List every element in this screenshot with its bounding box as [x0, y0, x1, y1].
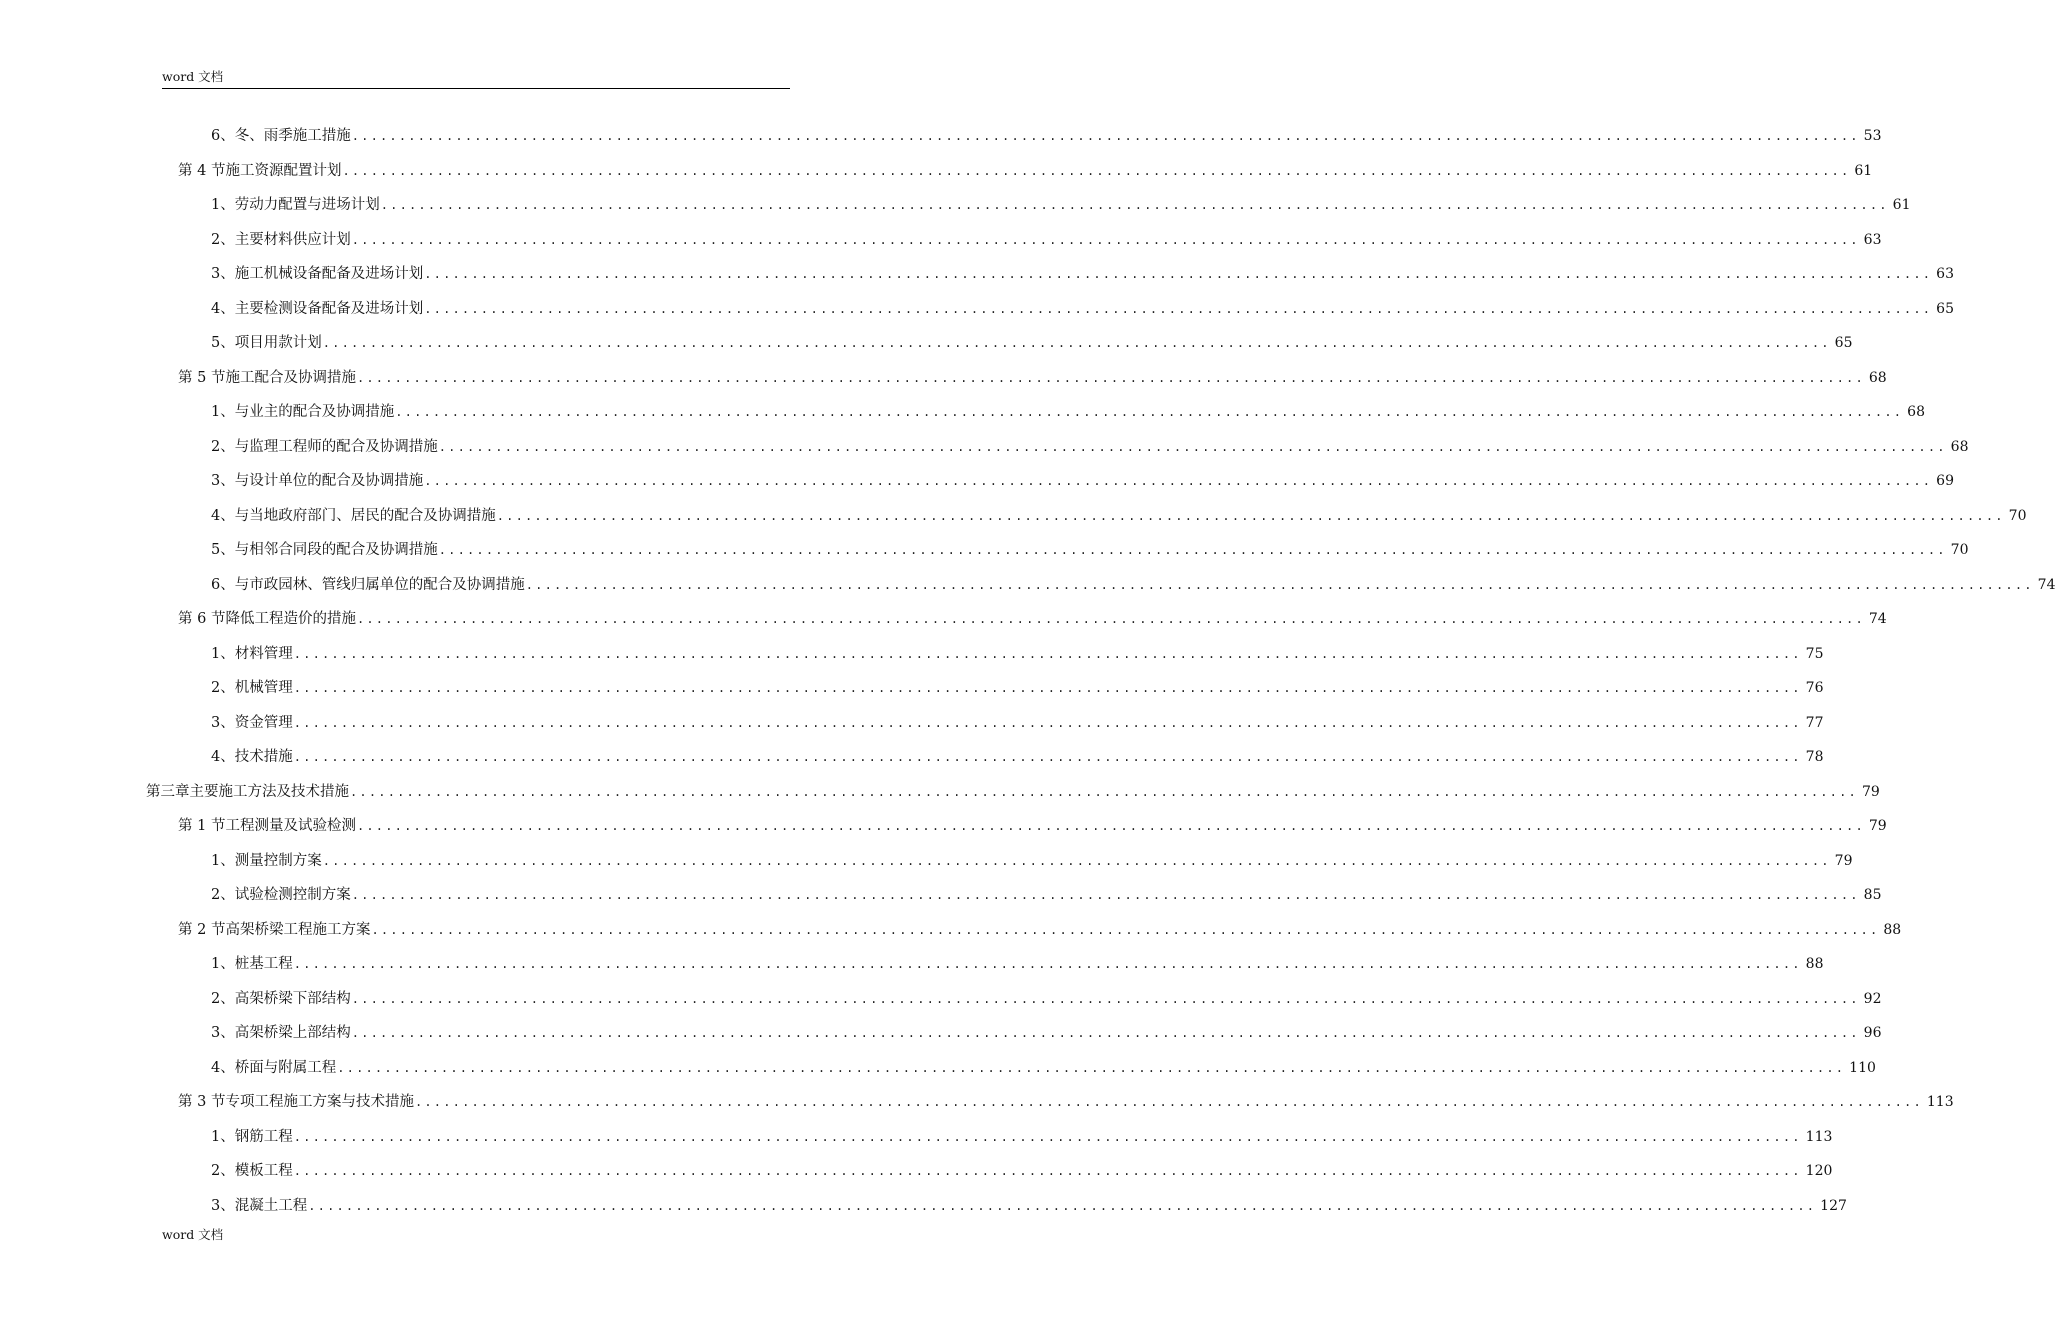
- toc-entry-title: 与监理工程师的配合及协调措施: [234, 438, 438, 455]
- toc-entry-title: 钢筋工程: [234, 1128, 293, 1145]
- toc-entry-page-number: 69: [1936, 473, 1954, 489]
- header-text: word 文档: [162, 69, 224, 84]
- toc-entry-page-number: 85: [1863, 887, 1882, 903]
- toc-entry[interactable]: [211, 569, 2056, 595]
- toc-dot-leader: ................................................................................................................................................................: [293, 681, 1802, 695]
- toc-entry-number: 5、: [211, 335, 235, 351]
- toc-entry-title: 施工配合及协调措施: [225, 369, 356, 386]
- toc-entry[interactable]: [211, 189, 1911, 215]
- toc-entry[interactable]: [211, 948, 1824, 974]
- toc-entry-title: 施工机械设备配备及进场计划: [234, 266, 424, 282]
- toc-dot-leader: ................................................................................................................................................................: [380, 198, 1889, 212]
- toc-entry-page-number: 79: [1834, 852, 1853, 869]
- toc-entry-title: 与业主的配合及协调措施: [234, 404, 395, 420]
- toc-dot-leader: ................................................................................................................................................................: [496, 508, 2005, 523]
- toc-dot-leader: ................................................................................................................................................................: [337, 1060, 1846, 1075]
- toc-entry[interactable]: [178, 362, 1887, 388]
- toc-entry-page-number: 113: [1926, 1094, 1954, 1110]
- toc-entry-number: 第 2 节: [178, 921, 226, 938]
- toc-entry-page-number: 53: [1863, 128, 1882, 144]
- toc-dot-leader: ................................................................................................................................................................: [351, 129, 1860, 143]
- toc-dot-leader: ................................................................................................................................................................: [293, 1129, 1802, 1144]
- toc-entry[interactable]: [211, 638, 1824, 664]
- toc-entry-page-number: 76: [1805, 680, 1824, 696]
- toc-entry-title: 项目用款计划: [234, 335, 322, 351]
- toc-entry[interactable]: [211, 845, 1853, 871]
- toc-dot-leader: ................................................................................................................................................................: [322, 336, 1831, 350]
- toc-dot-leader: ................................................................................................................................................................: [293, 646, 1802, 661]
- toc-entry[interactable]: [211, 1190, 1847, 1216]
- toc-entry-title: 主要施工方法及技术措施: [189, 783, 349, 800]
- toc-entry[interactable]: [211, 983, 1882, 1009]
- toc-entry-title: 专项工程施工方案与技术措施: [225, 1094, 414, 1110]
- toc-entry-title: 混凝土工程: [234, 1197, 308, 1214]
- toc-entry-number: 第 1 节: [178, 818, 226, 834]
- toc-entry-title: 施工资源配置计划: [225, 162, 342, 179]
- toc-dot-leader: ................................................................................................................................................................: [424, 267, 1933, 281]
- toc-entry[interactable]: [211, 534, 1969, 560]
- page-footer: [162, 1226, 223, 1244]
- toc-entry-title: 降低工程造价的措施: [225, 611, 356, 627]
- toc-entry-page-number: 68: [1950, 438, 1969, 455]
- toc-entry-number: 1、: [211, 852, 235, 869]
- toc-entry[interactable]: [211, 224, 1882, 250]
- toc-dot-leader: ................................................................................................................................................................: [342, 163, 1851, 178]
- toc-entry[interactable]: [178, 155, 1873, 181]
- toc-entry-number: 第 5 节: [178, 369, 226, 386]
- toc-dot-leader: ................................................................................................................................................................: [356, 370, 1865, 385]
- toc-entry-title: 高架桥梁下部结构: [234, 990, 351, 1007]
- toc-dot-leader: ................................................................................................................................................................: [356, 819, 1865, 833]
- toc-entry-number: 3、: [211, 1025, 235, 1041]
- toc-entry-title: 与相邻合同段的配合及协调措施: [234, 542, 438, 558]
- toc-dot-leader: ................................................................................................................................................................: [351, 232, 1860, 247]
- toc-entry[interactable]: [178, 914, 1902, 940]
- toc-entry-title: 资金管理: [234, 714, 293, 731]
- toc-entry[interactable]: [211, 258, 1954, 284]
- toc-entry-page-number: 96: [1863, 1025, 1882, 1041]
- toc-dot-leader: ................................................................................................................................................................: [351, 1026, 1860, 1040]
- toc-entry-page-number: 61: [1854, 162, 1873, 179]
- toc-dot-leader: ................................................................................................................................................................: [525, 577, 2034, 592]
- toc-entry[interactable]: [211, 396, 1925, 422]
- toc-entry[interactable]: [211, 879, 1882, 905]
- toc-entry-number: 3、: [211, 714, 235, 731]
- toc-entry-title: 与设计单位的配合及协调措施: [234, 473, 424, 489]
- toc-entry-number: 1、: [211, 404, 235, 420]
- toc-entry-number: 1、: [211, 645, 235, 662]
- toc-entry-page-number: 110: [1849, 1059, 1876, 1076]
- footer-text: word 文档: [162, 1227, 224, 1242]
- toc-entry-title: 冬、雨季施工措施: [234, 128, 351, 144]
- toc-entry-title: 高架桥梁工程施工方案: [225, 921, 371, 938]
- toc-entry[interactable]: [211, 293, 1954, 319]
- toc-entry-number: 3、: [211, 1197, 235, 1214]
- toc-entry-number: 1、: [211, 956, 235, 972]
- toc-entry-number: 1、: [211, 1128, 235, 1145]
- toc-entry-number: 第 3 节: [178, 1094, 226, 1110]
- toc-entry-number: 第三章: [146, 783, 190, 800]
- toc-entry[interactable]: [146, 776, 1880, 802]
- toc-dot-leader: ................................................................................................................................................................: [308, 1198, 1817, 1213]
- toc-entry-page-number: 70: [2008, 507, 2027, 524]
- toc-dot-leader: ................................................................................................................................................................: [438, 439, 1947, 454]
- toc-entry-page-number: 68: [1907, 404, 1925, 420]
- toc-entry[interactable]: [211, 741, 1824, 767]
- toc-entry-title: 技术措施: [234, 749, 293, 765]
- toc-entry[interactable]: [211, 672, 1824, 698]
- toc-entry-number: 3、: [211, 473, 235, 489]
- toc-entry-page-number: 65: [1936, 300, 1954, 317]
- toc-entry-title: 工程测量及试验检测: [225, 818, 356, 834]
- toc-entry-page-number: 77: [1805, 714, 1824, 731]
- toc-entry-page-number: 74: [2037, 576, 2056, 593]
- toc-entry-title: 桩基工程: [234, 956, 293, 972]
- toc-entry[interactable]: [211, 431, 1969, 457]
- toc-entry[interactable]: [211, 1017, 1882, 1043]
- toc-entry-page-number: 113: [1805, 1128, 1833, 1145]
- toc-entry-page-number: 74: [1868, 611, 1887, 627]
- toc-entry-page-number: 75: [1805, 645, 1824, 662]
- toc-entry-number: 4、: [211, 749, 235, 765]
- toc-entry-number: 2、: [211, 1163, 235, 1179]
- toc-entry-page-number: 61: [1892, 197, 1911, 213]
- page-header: [162, 68, 790, 89]
- toc-entry[interactable]: [211, 500, 2027, 526]
- toc-entry-title: 主要材料供应计划: [234, 231, 351, 248]
- toc-entry-page-number: 63: [1863, 231, 1882, 248]
- toc-entry-number: 6、: [211, 128, 235, 144]
- toc-entry-number: 第 4 节: [178, 162, 226, 179]
- toc-entry-number: 2、: [211, 438, 235, 455]
- toc-entry[interactable]: [211, 1155, 1833, 1181]
- toc-entry-title: 模板工程: [234, 1163, 293, 1179]
- toc-entry-title: 机械管理: [234, 680, 293, 696]
- toc-entry-number: 2、: [211, 887, 235, 903]
- toc-entry-title: 桥面与附属工程: [234, 1059, 337, 1076]
- toc-entry-title: 材料管理: [234, 645, 293, 662]
- toc-entry-number: 2、: [211, 231, 235, 248]
- toc-dot-leader: ................................................................................................................................................................: [293, 1164, 1802, 1178]
- toc-dot-leader: ................................................................................................................................................................: [424, 301, 1933, 316]
- toc-entry-number: 4、: [211, 1059, 235, 1076]
- toc-entry[interactable]: [211, 1121, 1833, 1147]
- toc-entry-page-number: 79: [1861, 783, 1880, 800]
- toc-entry-page-number: 78: [1805, 749, 1824, 765]
- table-of-contents: [0, 120, 2056, 1220]
- toc-dot-leader: ................................................................................................................................................................: [293, 957, 1802, 971]
- toc-entry-number: 3、: [211, 266, 235, 282]
- toc-dot-leader: ................................................................................................................................................................: [424, 474, 1933, 488]
- toc-entry-number: 1、: [211, 197, 235, 213]
- toc-entry-page-number: 79: [1868, 818, 1887, 834]
- toc-entry-number: 第 6 节: [178, 611, 226, 627]
- toc-entry-page-number: 63: [1936, 266, 1954, 282]
- toc-dot-leader: ................................................................................................................................................................: [350, 784, 1858, 799]
- toc-entry-title: 试验检测控制方案: [234, 887, 351, 903]
- toc-entry-title: 劳动力配置与进场计划: [234, 197, 380, 213]
- toc-entry-title: 测量控制方案: [234, 852, 322, 869]
- toc-dot-leader: ................................................................................................................................................................: [356, 612, 1865, 626]
- toc-entry[interactable]: [211, 327, 1853, 353]
- toc-dot-leader: ................................................................................................................................................................: [293, 750, 1802, 764]
- toc-dot-leader: ................................................................................................................................................................: [322, 853, 1831, 868]
- toc-entry-page-number: 88: [1805, 956, 1824, 972]
- toc-entry[interactable]: [211, 465, 1954, 491]
- toc-entry-page-number: 68: [1868, 369, 1887, 386]
- toc-entry-page-number: 92: [1863, 990, 1882, 1007]
- toc-dot-leader: ................................................................................................................................................................: [351, 991, 1860, 1006]
- toc-entry[interactable]: [211, 1052, 1876, 1078]
- toc-entry-number: 6、: [211, 576, 235, 593]
- toc-dot-leader: ................................................................................................................................................................: [351, 888, 1860, 902]
- toc-entry-title: 高架桥梁上部结构: [234, 1025, 351, 1041]
- toc-entry-page-number: 120: [1805, 1163, 1833, 1179]
- toc-dot-leader: ................................................................................................................................................................: [293, 715, 1802, 730]
- toc-entry-title: 与当地政府部门、居民的配合及协调措施: [234, 507, 496, 524]
- toc-dot-leader: ................................................................................................................................................................: [371, 922, 1880, 937]
- toc-entry[interactable]: [211, 707, 1824, 733]
- toc-entry-title: 与市政园林、管线归属单位的配合及协调措施: [234, 576, 525, 593]
- toc-entry-page-number: 70: [1950, 542, 1969, 558]
- toc-entry[interactable]: [178, 603, 1887, 629]
- toc-entry-page-number: 88: [1883, 921, 1902, 938]
- toc-entry-number: 4、: [211, 300, 235, 317]
- toc-entry-number: 5、: [211, 542, 235, 558]
- toc-dot-leader: ................................................................................................................................................................: [438, 543, 1947, 557]
- toc-entry-title: 主要检测设备配备及进场计划: [234, 300, 424, 317]
- toc-entry-page-number: 127: [1820, 1197, 1847, 1214]
- toc-entry-number: 2、: [211, 680, 235, 696]
- toc-dot-leader: ................................................................................................................................................................: [395, 405, 1904, 419]
- toc-entry[interactable]: [178, 1086, 1954, 1112]
- toc-entry[interactable]: [178, 810, 1887, 836]
- toc-entry-number: 2、: [211, 990, 235, 1007]
- toc-entry-number: 4、: [211, 507, 235, 524]
- toc-entry-page-number: 65: [1834, 335, 1853, 351]
- toc-entry[interactable]: [211, 120, 1882, 146]
- toc-dot-leader: ................................................................................................................................................................: [414, 1095, 1923, 1109]
